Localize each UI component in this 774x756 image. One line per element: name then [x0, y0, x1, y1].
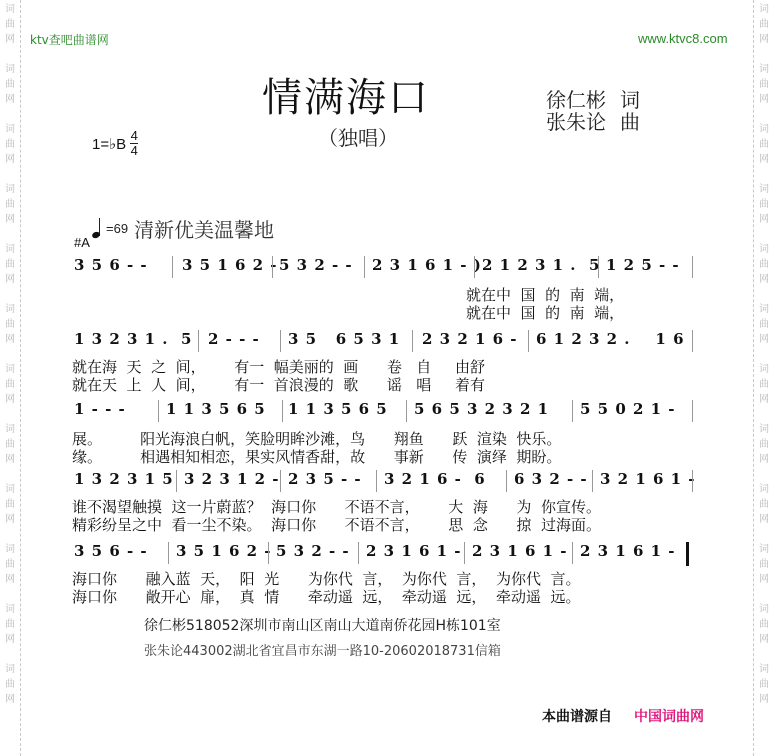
- key-signature: [92, 130, 138, 157]
- watermark-glyph: 词: [759, 604, 769, 615]
- watermark-glyph: 网: [5, 634, 15, 645]
- watermark-glyph: 曲: [759, 439, 769, 450]
- score-line-4: [72, 470, 696, 534]
- watermark-glyph: 曲: [759, 79, 769, 90]
- barline: [168, 542, 169, 564]
- watermark-glyph: 曲: [759, 499, 769, 510]
- quarter-note-icon: [92, 218, 102, 240]
- watermark-glyph: 词: [5, 544, 15, 555]
- watermark-glyph: 词: [759, 544, 769, 555]
- source-label: 本曲谱源自: [542, 709, 612, 725]
- watermark-glyph: 网: [5, 574, 15, 585]
- barline: [692, 330, 693, 352]
- measure: 2 3 1 6 1 - ): [372, 256, 482, 274]
- watermark-glyph: 网: [759, 214, 769, 225]
- barline: [280, 330, 281, 352]
- watermark-glyph: 词: [759, 424, 769, 435]
- watermark-glyph: 词: [5, 64, 15, 75]
- measure: 2 - - -: [208, 330, 260, 348]
- watermark-glyph: 网: [759, 34, 769, 45]
- time-sig-bottom: 4: [130, 143, 138, 158]
- lyric-verse-1: 海口你 融入蓝 天， 阳 光 为你代 言， 为你代 言， 为你代 言。: [72, 570, 581, 588]
- measure: 6 3 2 - -: [514, 470, 588, 488]
- barline: [692, 400, 693, 422]
- lyric-verse-2: 缘。 相遇相知相恋，果实风情香甜，故 事新 传 演绎 期盼。: [72, 448, 562, 466]
- barline: [272, 256, 273, 278]
- measure: 2 3 1 6 1 -: [366, 542, 462, 560]
- lyric-verse-2: 就在中 国 的 南 端，: [466, 304, 625, 322]
- watermark-glyph: 曲: [759, 19, 769, 30]
- lyric-verse-1: 展。 阳光海浪白帆，笑脸明眸沙滩，鸟 翔鱼 跃 渲染 快乐。: [72, 430, 562, 448]
- watermark-glyph: 曲: [5, 559, 15, 570]
- watermark-glyph: 网: [5, 454, 15, 465]
- measure: 3 2 3 1 2 -: [184, 470, 280, 488]
- watermark-glyph: 网: [759, 514, 769, 525]
- measure: 3 5 1 6 2 -: [182, 256, 278, 274]
- watermark-glyph: 网: [759, 334, 769, 345]
- song-subtitle: （独唱）: [318, 126, 398, 150]
- composer-address: 张朱论443002湖北省宜昌市东湖一路10-20602018731信箱: [144, 644, 501, 659]
- barline: [364, 256, 365, 278]
- source-brand-link[interactable]: 中国词曲网: [634, 709, 704, 725]
- watermark-glyph: 曲: [5, 259, 15, 270]
- lyricist-address: 徐仁彬518052深圳市南山区南山大道南侨花园H栋101室: [144, 618, 501, 634]
- barline: [412, 330, 413, 352]
- watermark-glyph: 曲: [5, 379, 15, 390]
- watermark-glyph: 词: [759, 364, 769, 375]
- watermark-glyph: 曲: [5, 679, 15, 690]
- watermark-glyph: 曲: [5, 319, 15, 330]
- watermark-glyph: 网: [759, 154, 769, 165]
- watermark-glyph: 曲: [5, 79, 15, 90]
- barline: [406, 400, 407, 422]
- watermark-glyph: 词: [5, 604, 15, 615]
- watermark-site-left: ktv查吧曲谱网: [30, 33, 109, 47]
- notes-row: [72, 542, 694, 564]
- tempo-value: =69: [106, 221, 129, 236]
- lyricist-name: 徐仁彬: [546, 88, 606, 112]
- measure: 1 2 5 - -: [606, 256, 680, 274]
- barline: [692, 256, 693, 278]
- watermark-glyph: 词: [759, 244, 769, 255]
- watermark-glyph: 词: [5, 484, 15, 495]
- measure: 3 5 6 - -: [74, 256, 148, 274]
- score-line-5: [72, 542, 694, 606]
- watermark-glyph: 曲: [759, 139, 769, 150]
- measure: 1 - - -: [74, 400, 126, 418]
- watermark-glyph: 网: [759, 274, 769, 285]
- score-line-1: [72, 256, 694, 322]
- barline: [572, 400, 573, 422]
- watermark-glyph: 词: [759, 124, 769, 135]
- time-sig-top: 4: [130, 128, 138, 143]
- watermark-glyph: 词: [5, 244, 15, 255]
- watermark-glyph: 曲: [5, 19, 15, 30]
- measure: 3 2 1 6 1 -: [600, 470, 696, 488]
- credit-composer: [546, 111, 640, 133]
- tempo-marking: [92, 214, 274, 243]
- watermark-site-right: www.ktvc8.com: [638, 31, 728, 46]
- watermark-glyph: 曲: [759, 199, 769, 210]
- lyric-verse-1: 就在中 国 的 南 端，: [466, 286, 625, 304]
- watermark-glyph: 网: [5, 34, 15, 45]
- watermark-glyph: 曲: [759, 379, 769, 390]
- lyric-verse-2: 海口你 敞开心 扉， 真 情 牵动遥 远， 牵动遥 远， 牵动遥 远。: [72, 588, 581, 606]
- measure: 5 3 2 - -: [279, 256, 353, 274]
- time-signature: [130, 130, 138, 157]
- measure: 3 5 6 5 3 1: [288, 330, 401, 348]
- notes-row: [72, 330, 694, 352]
- barline: [474, 256, 475, 278]
- notes-row: [72, 400, 694, 422]
- watermark-glyph: 网: [759, 694, 769, 705]
- measure: 3 5 6 - -: [74, 542, 148, 560]
- watermark-glyph: 曲: [759, 679, 769, 690]
- watermark-glyph: 网: [759, 454, 769, 465]
- notes-row: [72, 256, 694, 278]
- watermark-glyph: 网: [5, 334, 15, 345]
- barline: [506, 470, 507, 492]
- watermark-glyph: 词: [759, 304, 769, 315]
- key-label: 1=♭B: [92, 135, 127, 153]
- watermark-glyph: 网: [759, 634, 769, 645]
- watermark-glyph: 曲: [5, 139, 15, 150]
- score-line-2: [72, 330, 694, 394]
- measure: 3 5 1 6 2 -: [176, 542, 272, 560]
- watermark-glyph: 词: [5, 304, 15, 315]
- barline: [598, 256, 599, 278]
- barline: [692, 470, 693, 492]
- final-barline: [686, 542, 689, 566]
- barline: [158, 400, 159, 422]
- tempo-expression: 清新优美温馨地: [134, 218, 275, 242]
- measure: 2 3 2 1 6 -: [422, 330, 518, 348]
- watermark-glyph: 网: [5, 274, 15, 285]
- watermark-glyph: 词: [759, 484, 769, 495]
- watermark-glyph: 词: [5, 124, 15, 135]
- credits: [546, 89, 640, 133]
- measure: 2 1 2 3 1 . 5: [482, 256, 601, 274]
- measure: 5 3 2 - -: [276, 542, 350, 560]
- watermark-glyph: 词: [759, 184, 769, 195]
- barline: [464, 542, 465, 564]
- lyric-verse-1: 谁不渴望触摸 这一片蔚蓝？ 海口你 不语不言， 大 海 为 你宣传。: [72, 498, 601, 516]
- watermark-glyph: 网: [5, 514, 15, 525]
- barline: [280, 470, 281, 492]
- watermark-glyph: 网: [759, 574, 769, 585]
- watermark-glyph: 曲: [5, 499, 15, 510]
- watermark-glyph: 词: [759, 664, 769, 675]
- lyric-verse-2: 精彩纷呈之中 看一尘不染。 海口你 不语不言， 思 念 掠 过海面。: [72, 516, 601, 534]
- left-watermark-strip: [0, 0, 21, 756]
- watermark-glyph: 曲: [5, 439, 15, 450]
- measure: 1 3 2 3 1 . 5: [74, 330, 193, 348]
- watermark-glyph: 曲: [5, 199, 15, 210]
- notes-row: [72, 470, 694, 492]
- barline: [282, 400, 283, 422]
- watermark-glyph: 词: [5, 364, 15, 375]
- measure: 6 1 2 3 2 . 1 6: [536, 330, 685, 348]
- watermark-glyph: 曲: [759, 619, 769, 630]
- watermark-glyph: 网: [759, 394, 769, 405]
- watermark-glyph: 网: [759, 94, 769, 105]
- song-title: 情满海口: [262, 75, 430, 121]
- watermark-glyph: 曲: [759, 259, 769, 270]
- watermark-glyph: 词: [5, 4, 15, 15]
- measure: 2 3 1 6 1 -: [472, 542, 568, 560]
- watermark-glyph: 网: [5, 154, 15, 165]
- barline: [198, 330, 199, 352]
- watermark-glyph: 网: [5, 94, 15, 105]
- watermark-glyph: 曲: [759, 559, 769, 570]
- source-credit: [542, 706, 704, 726]
- watermark-glyph: 词: [5, 424, 15, 435]
- watermark-glyph: 曲: [5, 619, 15, 630]
- watermark-glyph: 词: [759, 4, 769, 15]
- lyric-verse-2: 就在天 上 人 间， 有一 首浪漫的 歌 谣 唱 着有: [72, 376, 486, 394]
- watermark-glyph: 曲: [759, 319, 769, 330]
- watermark-glyph: 词: [5, 184, 15, 195]
- lyricist-role: 词: [620, 88, 640, 112]
- measure: 1 3 2 3 1 5: [74, 470, 174, 488]
- watermark-glyph: 网: [5, 214, 15, 225]
- measure: 1 1 3 5 6 5: [166, 400, 266, 418]
- barline: [376, 470, 377, 492]
- barline: [358, 542, 359, 564]
- watermark-glyph: 网: [5, 394, 15, 405]
- lyric-verse-1: 就在海 天 之 间， 有一 幅美丽的 画 卷 自 由舒: [72, 358, 486, 376]
- barline: [172, 256, 173, 278]
- barline: [528, 330, 529, 352]
- composer-name: 张朱论: [546, 110, 606, 134]
- section-mark: #A: [74, 235, 90, 250]
- barline: [268, 542, 269, 564]
- measure: 3 2 1 6 - 6: [384, 470, 486, 488]
- measure: 2 3 1 6 1 -: [580, 542, 676, 560]
- measure: 5 6 5 3 2 3 2 1: [414, 400, 550, 418]
- right-watermark-strip: [753, 0, 774, 756]
- barline: [572, 542, 573, 564]
- credit-lyricist: [546, 89, 640, 111]
- measure: 1 1 3 5 6 5: [288, 400, 388, 418]
- barline: [592, 470, 593, 492]
- barline: [176, 470, 177, 492]
- watermark-glyph: 网: [5, 694, 15, 705]
- measure: 2 3 5 - -: [288, 470, 362, 488]
- composer-role: 曲: [620, 110, 640, 134]
- measure: 5 5 0 2 1 -: [580, 400, 676, 418]
- watermark-glyph: 词: [759, 64, 769, 75]
- score-line-3: [72, 400, 694, 466]
- watermark-glyph: 词: [5, 664, 15, 675]
